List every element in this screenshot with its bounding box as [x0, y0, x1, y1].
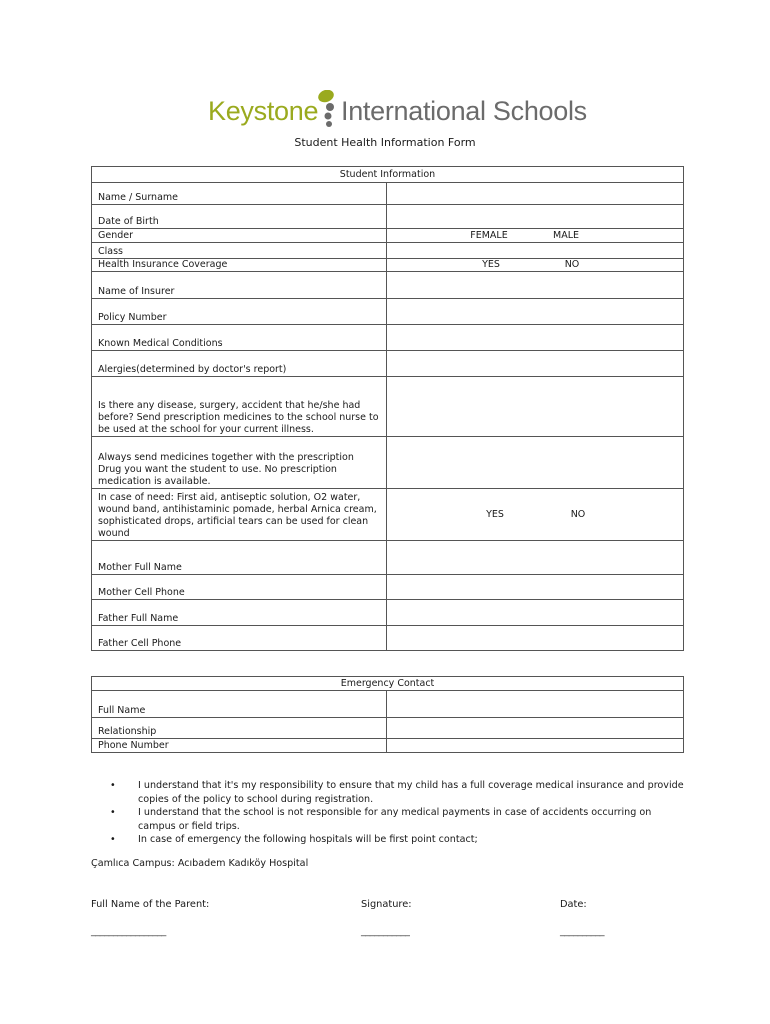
first-aid-consent-question: In case of need: First aid, antiseptic solution, O2 water, wound band, antihistaminic pomade, herbal Arnica cream, sophisticated drops, artificial tears can be used for clean wound — [92, 489, 387, 541]
date-label: Date: — [560, 899, 587, 910]
emergency-relationship-field[interactable] — [387, 718, 684, 739]
class-field[interactable] — [387, 243, 684, 259]
health-insurance-label: Health Insurance Coverage — [92, 259, 387, 272]
allergies-label: Alergies(determined by doctor's report) — [92, 351, 387, 377]
mother-full-name-field[interactable] — [387, 541, 684, 575]
name-of-insurer-label: Name of Insurer — [92, 272, 387, 299]
emergency-full-name-label: Full Name — [92, 691, 387, 718]
campus-hospital-note: Çamlıca Campus: Acıbadem Kadıköy Hospital — [91, 858, 309, 869]
known-medical-conditions-field[interactable] — [387, 325, 684, 351]
father-cell-phone-field[interactable] — [387, 626, 684, 651]
gender-options — [387, 229, 684, 243]
date-of-birth-field[interactable] — [387, 205, 684, 229]
parent-name-line[interactable]: _________________ — [91, 926, 166, 937]
allergies-field[interactable] — [387, 351, 684, 377]
student-info-header: Student Information — [92, 167, 684, 183]
medicines-note: Always send medicines together with the prescription Drug you want the student to use. No prescription medication is available. — [92, 437, 387, 489]
list-item — [110, 779, 690, 806]
list-item — [110, 806, 690, 833]
policy-number-field[interactable] — [387, 299, 684, 325]
signature-label: Signature: — [361, 899, 412, 910]
name-surname-label: Name / Surname — [92, 183, 387, 205]
gender-male-option[interactable]: MALE — [553, 230, 579, 241]
first-aid-no-option[interactable]: NO — [570, 508, 586, 520]
known-medical-conditions-label: Known Medical Conditions — [92, 325, 387, 351]
bullet-icon: • — [110, 834, 116, 845]
mother-cell-phone-field[interactable] — [387, 575, 684, 600]
medicines-field[interactable] — [387, 437, 684, 489]
bullet-icon: • — [110, 807, 116, 818]
acknowledgement-list — [110, 779, 690, 847]
mother-cell-phone-label: Mother Cell Phone — [92, 575, 387, 600]
student-information-table — [91, 166, 684, 651]
list-item-text: In case of emergency the following hospitals will be first point contact; — [138, 834, 478, 845]
father-full-name-label: Father Full Name — [92, 600, 387, 626]
school-logo — [208, 90, 588, 132]
emergency-contact-header: Emergency Contact — [92, 677, 684, 691]
class-label: Class — [92, 243, 387, 259]
signature-line[interactable]: ___________ — [361, 926, 410, 937]
insurance-options — [387, 259, 684, 272]
emergency-relationship-label: Relationship — [92, 718, 387, 739]
list-item — [110, 833, 690, 847]
emergency-phone-number-field[interactable] — [387, 739, 684, 753]
gender-label: Gender — [92, 229, 387, 243]
emergency-phone-number-label: Phone Number — [92, 739, 387, 753]
name-surname-field[interactable] — [387, 183, 684, 205]
emergency-contact-table — [91, 676, 684, 753]
policy-number-label: Policy Number — [92, 299, 387, 325]
insurance-yes-option[interactable]: YES — [482, 259, 500, 270]
first-aid-options — [387, 489, 684, 541]
date-of-birth-label: Date of Birth — [92, 205, 387, 229]
father-cell-phone-label: Father Cell Phone — [92, 626, 387, 651]
previous-disease-field[interactable] — [387, 377, 684, 437]
logo-text-keystone: Keystone — [208, 96, 319, 126]
date-line[interactable]: __________ — [560, 926, 604, 937]
name-of-insurer-field[interactable] — [387, 272, 684, 299]
mother-full-name-label: Mother Full Name — [92, 541, 387, 575]
previous-disease-question: Is there any disease, surgery, accident that he/she had before? Send prescription medicines to the school nurse to be used at the school for your current illness. — [92, 377, 387, 437]
logo-text-international-schools: International Schools — [341, 96, 587, 126]
parent-name-label: Full Name of the Parent: — [91, 899, 210, 910]
bullet-icon: • — [110, 780, 116, 791]
form-title: Student Health Information Form — [294, 136, 476, 149]
insurance-no-option[interactable]: NO — [564, 259, 580, 270]
father-full-name-field[interactable] — [387, 600, 684, 626]
list-item-text: I understand that it's my responsibility to ensure that my child has a full coverage medical insurance and provide copies of the policy to school during registration. — [138, 780, 684, 805]
first-aid-yes-option[interactable]: YES — [486, 508, 504, 520]
list-item-text: I understand that the school is not responsible for any medical payments in case of accidents occurring on campus or field trips. — [138, 807, 652, 832]
emergency-full-name-field[interactable] — [387, 691, 684, 718]
gender-female-option[interactable]: FEMALE — [470, 230, 508, 241]
